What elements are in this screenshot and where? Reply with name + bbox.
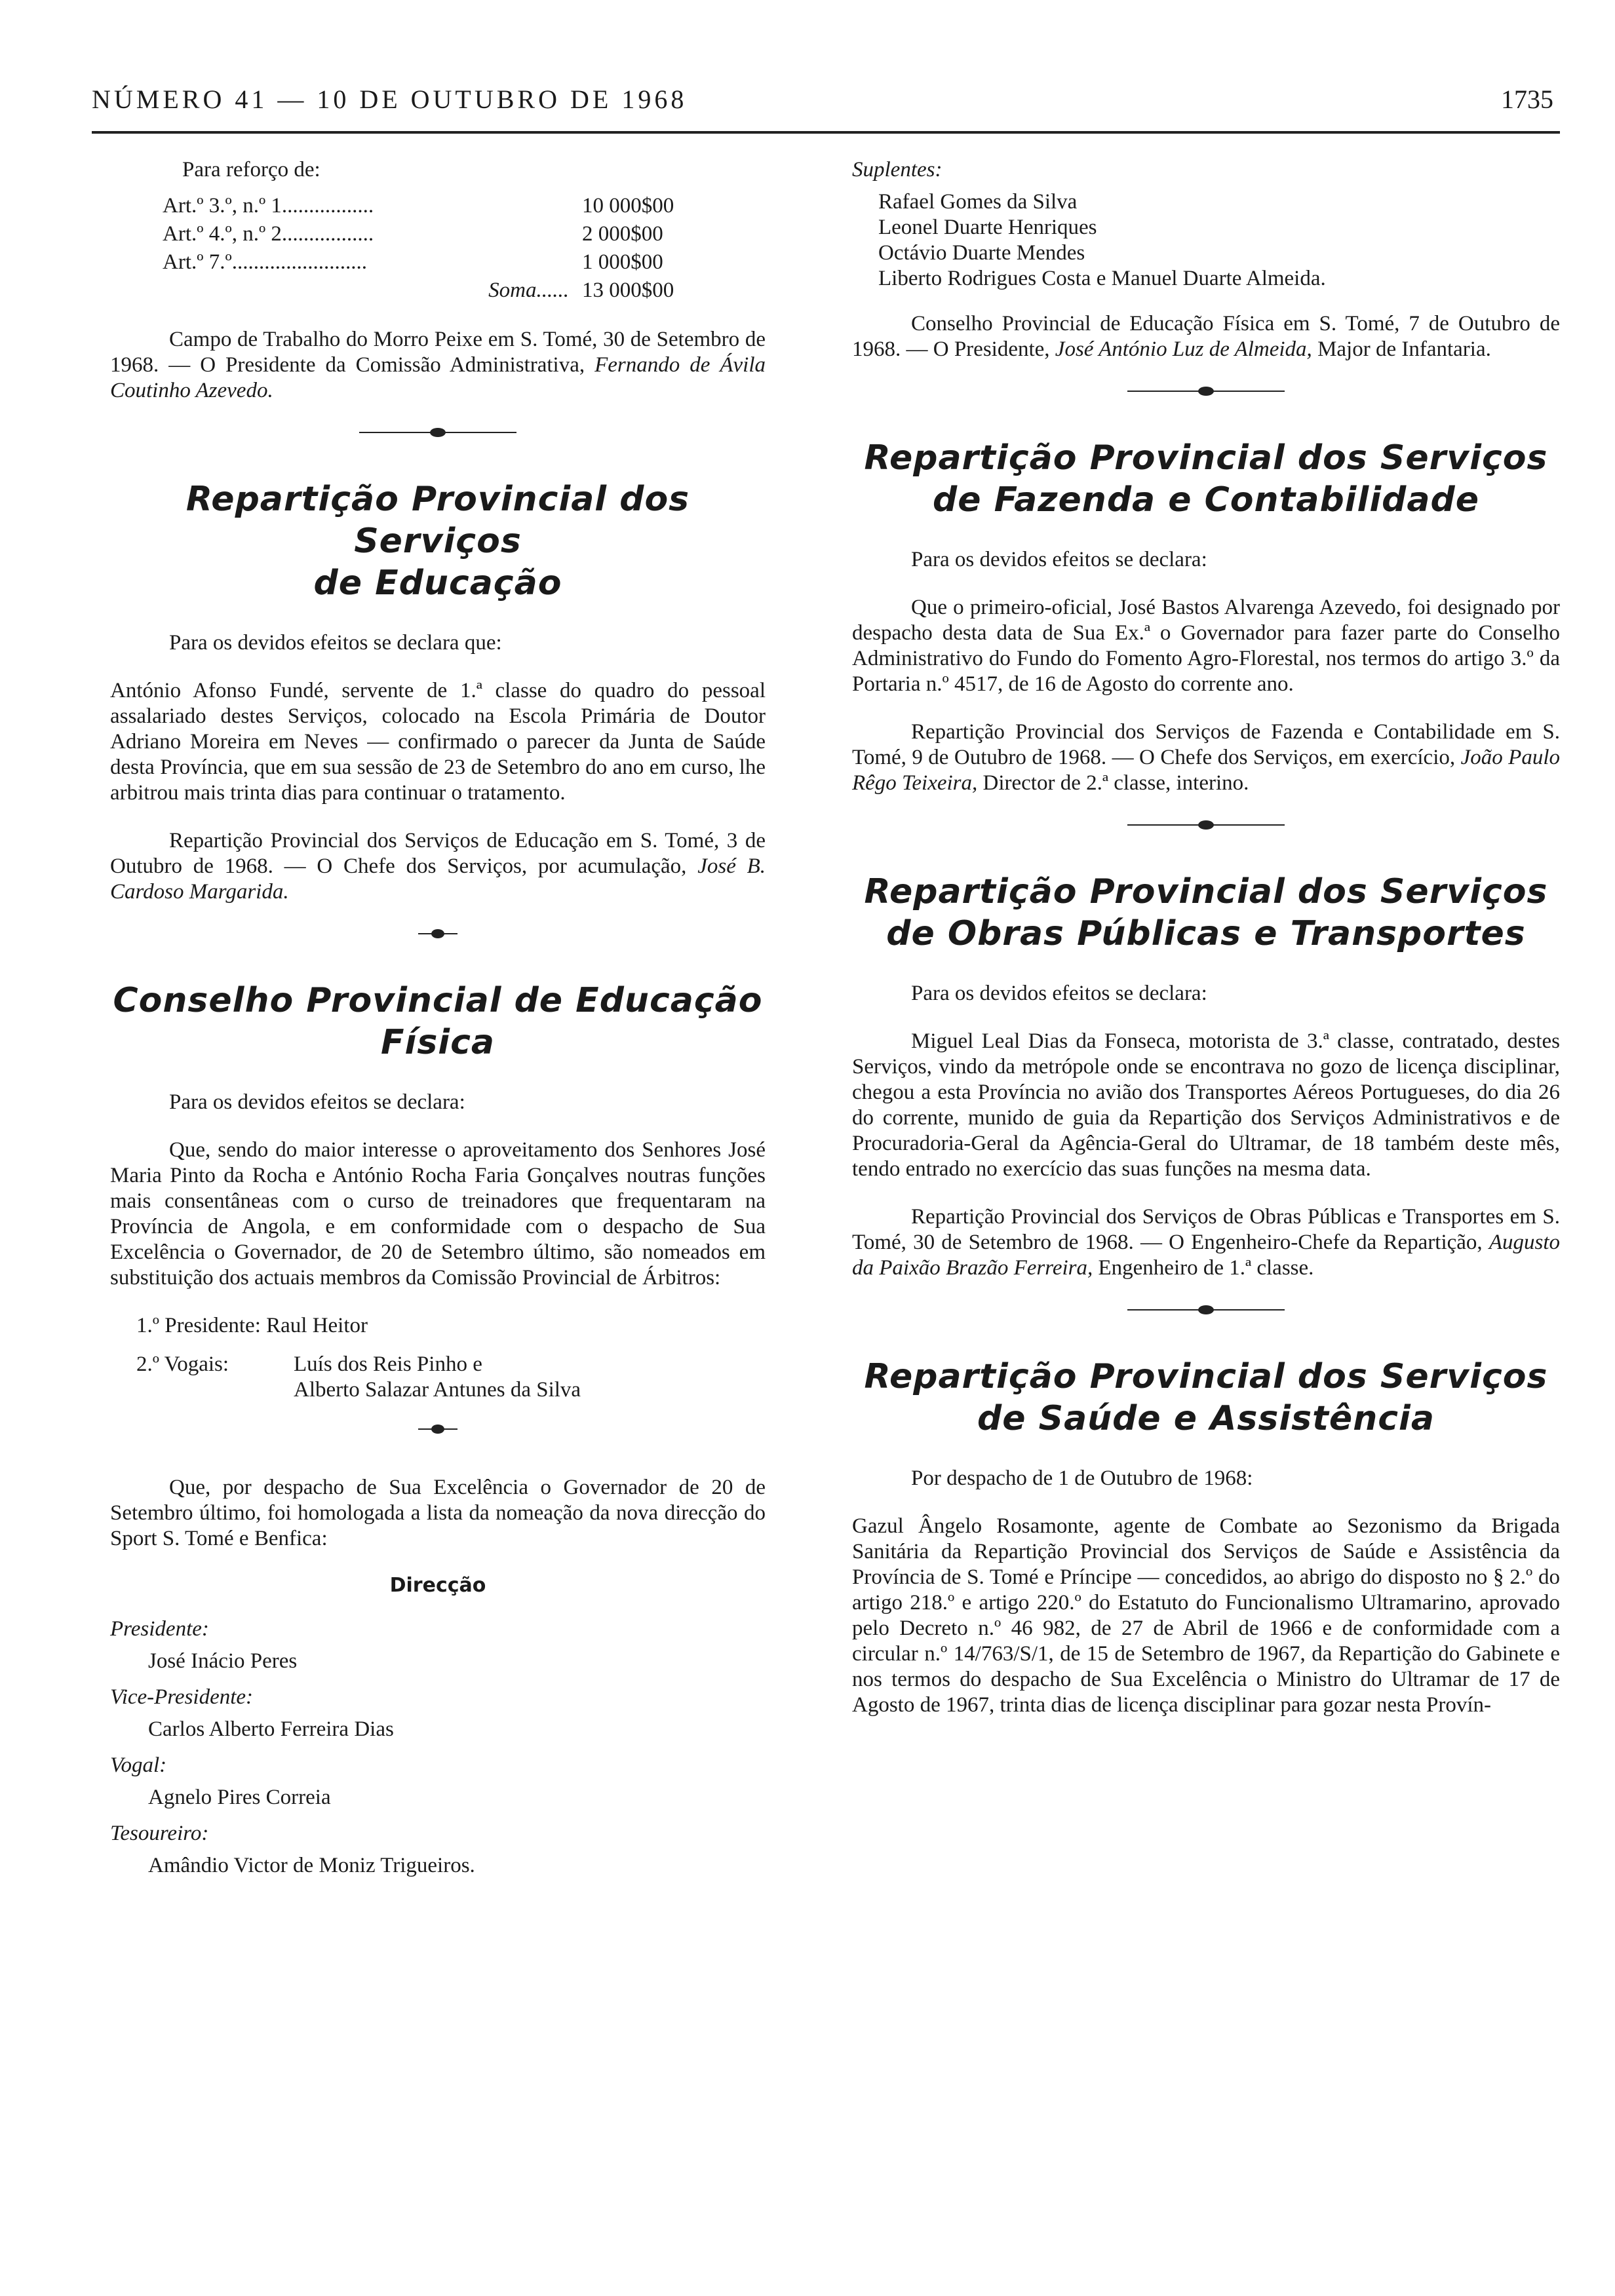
title-line: de Saúde e Assistência <box>977 1399 1435 1438</box>
sum-value: 13 000$00 <box>582 278 674 302</box>
direccao-title: Direcção <box>389 1574 486 1597</box>
section-close <box>852 1204 1560 1281</box>
sport-paragraph: Que, por despacho de Sua Excelência o Governador de 20 de Setembro último, foi homologada a lista da nomeação da nova direcção do Sport S. Tomé e Benfica: <box>110 1476 766 1550</box>
role-label: Tesoureiro: <box>110 1822 209 1845</box>
section-title-educacao <box>110 478 766 604</box>
section-intro: Para os devidos efeitos se declara que: <box>169 631 502 655</box>
role-name: Agnelo Pires Correia <box>148 1786 331 1809</box>
signature-rank: Engenheiro de 1.ª classe. <box>1098 1256 1314 1280</box>
header-rule <box>92 131 1560 134</box>
row-label: Art.º 4.º, n.º 2................. <box>163 222 374 246</box>
presidente-item: 1.º Presidente: Raul Heitor <box>136 1314 368 1337</box>
section-close <box>110 828 766 905</box>
section-intro: Para os devidos efeitos se declara: <box>169 1090 465 1114</box>
section-body: Que, sendo do maior interesse o aproveitamento dos Senhores José Maria Pinto da Rocha e António Rocha Faria Gonçalves noutras funções mais consentâneas com o curso de treinadores que frequentaram na Província de Angola, e em conformidade com o despacho de Sua Excelência o Governador, de 20 de Setembro último, são nomeados em substituição dos actuais membros da Comissão Provincial de Árbitros: <box>110 1138 766 1290</box>
vogais-item <box>136 1352 766 1403</box>
row-label: Art.º 3.º, n.º 1................. <box>163 194 374 218</box>
row-value: 2 000$00 <box>582 222 663 246</box>
sum-label: Soma...... <box>488 278 569 302</box>
table-row <box>110 192 766 220</box>
title-line: Repartição Provincial dos Serviços <box>185 480 690 561</box>
title-line: Física <box>380 1023 496 1062</box>
sum-row <box>110 277 766 305</box>
list-item: Rafael Gomes da Silva <box>878 190 1078 214</box>
signature: José António Luz de Almeida, <box>1055 337 1312 361</box>
role-name: José Inácio Peres <box>148 1649 298 1673</box>
title-line: de Obras Públicas e Transportes <box>886 914 1526 953</box>
role-label: Vice-Presidente: <box>110 1685 254 1709</box>
title-line: de Fazenda e Contabilidade <box>933 480 1479 520</box>
section-title-cpef <box>110 980 766 1063</box>
signature: José B. Cardoso Margarida. <box>110 854 766 904</box>
row-value: 10 000$00 <box>582 194 674 218</box>
section-separator <box>1127 385 1285 398</box>
campo-paragraph <box>110 327 766 404</box>
section-intro: Para os devidos efeitos se declara: <box>911 548 1207 571</box>
page-number: 1735 <box>1501 85 1553 114</box>
title-line: Repartição Provincial dos Serviços <box>864 438 1548 478</box>
table-row <box>110 220 766 248</box>
section-separator <box>418 1423 457 1436</box>
suplentes-label: Suplentes: <box>852 158 943 182</box>
signature: Augusto da Paixão Brazão Ferreira, <box>852 1231 1561 1280</box>
vogal-name: Alberto Salazar Antunes da Silva <box>294 1378 581 1402</box>
title-line: Repartição Provincial dos Serviços <box>864 1357 1548 1396</box>
title-line: Repartição Provincial dos Serviços <box>864 872 1548 911</box>
issue-header: NÚMERO 41 — 10 DE OUTUBRO DE 1968 <box>92 85 688 114</box>
section-separator <box>1127 818 1285 832</box>
list-item: Liberto Rodrigues Costa e Manuel Duarte Almeida. <box>878 267 1326 290</box>
section-title-fazenda <box>852 437 1560 521</box>
cpef-close <box>852 311 1560 362</box>
section-separator <box>418 927 457 940</box>
role-label: Vogal: <box>110 1753 167 1777</box>
vogais-key: 2.º Vogais: <box>136 1352 229 1376</box>
section-title-saude <box>852 1356 1560 1440</box>
section-body: Gazul Ângelo Rosamonte, agente de Combate ao Sezonismo da Brigada Sanitária da Repartição Provincial dos Serviços de Saúde e Assistência da Província de S. Tomé e Príncipe — concedidos, ao abrigo do disposto no § 2.º do artigo 218.º e artigo 220.º do Estatuto do Funcionalismo Ultramarino, aprovado pelo Decreto n.º 46 982, de 27 de Abril de 1966 e de conformidade com a circular n.º 14/763/S/1, de 15 de Setembro de 1967, da Repartição do Gabinete e nos termos do despacho de Sua Excelência o Ministro do Ultramar de 17 de Agosto de 1967, trinta dias de licença disciplinar para gozar nesta Provín- <box>852 1514 1560 1717</box>
right-column <box>852 157 1560 1740</box>
close-text: Conselho Provincial de Educação Física em S. Tomé, 7 de Outubro de 1968. — O Presidente, <box>852 312 1560 361</box>
signature-rank: Director de 2.ª classe, interino. <box>983 771 1249 795</box>
row-value: 1 000$00 <box>582 250 663 274</box>
list-item: Octávio Duarte Mendes <box>878 241 1085 265</box>
left-column <box>110 157 766 1879</box>
vogais-names <box>294 1352 581 1403</box>
section-intro: Por despacho de 1 de Outubro de 1968: <box>911 1466 1253 1490</box>
campo-signature: Fernando de Ávila Coutinho Azevedo. <box>110 353 766 402</box>
role-name: Carlos Alberto Ferreira Dias <box>148 1717 394 1741</box>
section-body: António Afonso Fundé, servente de 1.ª classe do quadro do pessoal assalariado destes Serviços, colocado na Escola Primária de Doutor Adriano Moreira em Neves — confirmado o parecer da Junta de Saúde desta Província, que em sua sessão de 23 de Setembro do ano em curso, lhe arbitrou mais trinta dias para continuar o tratamento. <box>110 679 766 805</box>
section-body: Miguel Leal Dias da Fonseca, motorista de 3.ª classe, contratado, destes Serviços, vindo da metrópole onde se encontrava no gozo de licença disciplinar, chegou a esta Província no avião dos Transportes Aéreos Portugueses, do dia 26 do corrente, munido de guia da Repartição dos Serviços Administrativos e de Procuradoria-Geral da Agência-Geral do Ultramar, de 18 também deste mês, tendo entrado no exercício das suas funções na mesma data. <box>852 1029 1560 1181</box>
vogal-name: Luís dos Reis Pinho e <box>294 1352 482 1376</box>
title-line: Conselho Provincial de Educação <box>113 981 763 1020</box>
signature-rank: Major de Infantaria. <box>1317 337 1491 361</box>
page-header <box>92 84 1560 123</box>
section-title-obras <box>852 871 1560 955</box>
suplentes-list <box>878 189 1560 292</box>
section-separator <box>1127 1303 1285 1316</box>
section-separator <box>359 426 516 439</box>
title-line: de Educação <box>313 564 562 603</box>
section-intro: Para os devidos efeitos se declara: <box>911 982 1207 1005</box>
row-label: Art.º 7.º......................... <box>163 250 367 274</box>
campo-text: Campo de Trabalho do Morro Peixe em S. Tomé, 30 de Setembro de 1968. — O Presidente da Comissão Administrativa, <box>110 328 766 377</box>
role-label: Presidente: <box>110 1617 209 1641</box>
close-text: Repartição Provincial dos Serviços de Fazenda e Contabilidade em S. Tomé, 9 de Outubro de 1968. — O Chefe dos Serviços, em exercício, <box>852 720 1560 769</box>
section-close <box>852 719 1560 796</box>
close-text: Repartição Provincial dos Serviços de Obras Públicas e Transportes em S. Tomé, 30 de Setembro de 1968. — O Engenheiro-Chefe da Repartição, <box>852 1205 1560 1254</box>
reforco-intro: Para reforço de: <box>182 158 321 182</box>
table-row <box>110 248 766 277</box>
close-text: Repartição Provincial dos Serviços de Educação em S. Tomé, 3 de Outubro de 1968. — O Chefe dos Serviços, por acumulação, <box>110 829 766 878</box>
list-item: Leonel Duarte Henriques <box>878 216 1097 239</box>
direccao-list <box>110 1617 766 1879</box>
section-body: Que o primeiro-oficial, José Bastos Alvarenga Azevedo, foi designado por despacho desta data de Sua Ex.ª o Governador para fazer parte do Conselho Administrativo do Fundo do Fomento Agro-Florestal, nos termos do artigo 3.º da Portaria n.º 4517, de 16 de Agosto do corrente ano. <box>852 596 1560 696</box>
signature: João Paulo Rêgo Teixeira, <box>852 746 1561 795</box>
role-name: Amândio Victor de Moniz Trigueiros. <box>148 1854 475 1877</box>
reforco-table <box>110 192 766 305</box>
